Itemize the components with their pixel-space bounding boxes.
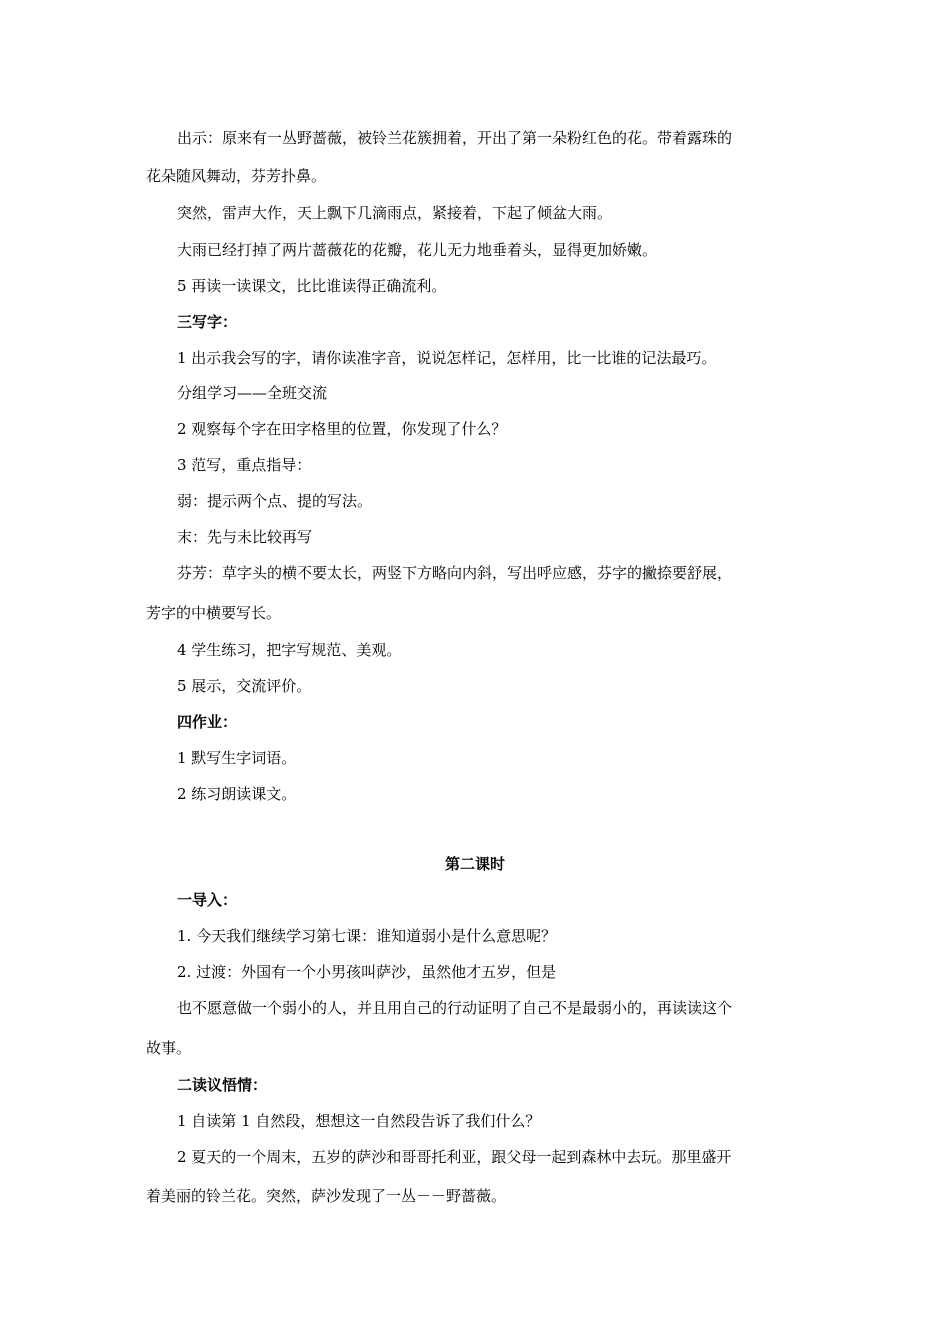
paragraph-line: 出示：原来有一丛野蔷薇，被铃兰花簇拥着，开出了第一朵粉红色的花。带着露珠的: [177, 129, 733, 147]
paragraph-line: 2 练习朗读课文。: [177, 785, 297, 803]
paragraph-line: 故事。: [146, 1039, 192, 1057]
paragraph-line: 5 再读一读课文，比比谁读得正确流利。: [177, 277, 447, 295]
paragraph-line: 芬芳：草字头的横不要太长，两竖下方略向内斜，写出呼应感，芬字的撇捺要舒展，: [177, 564, 733, 582]
paragraph-line: 1. 今天我们继续学习第七课：谁知道弱小是什么意思呢？: [177, 927, 557, 945]
paragraph-line: 着美丽的铃兰花。突然，萨沙发现了一丛－－野蔷薇。: [146, 1187, 507, 1205]
paragraph-line: 1 自读第 1 自然段，想想这一自然段告诉了我们什么？: [177, 1112, 541, 1130]
paragraph-line: 分组学习——全班交流: [177, 384, 328, 402]
paragraph-line: 4 学生练习，把字写规范、美观。: [177, 641, 402, 659]
section-heading: 一导入：: [177, 891, 238, 909]
paragraph-line: 5 展示，交流评价。: [177, 677, 312, 695]
paragraph-line: 2 夏天的一个周末，五岁的萨沙和哥哥托利亚，跟父母一起到森林中去玩。那里盛开: [177, 1148, 732, 1166]
paragraph-line: 1 出示我会写的字，请你读准字音，说说怎样记，怎样用，比一比谁的记法最巧。: [177, 349, 717, 367]
section-heading: 三写字：: [177, 313, 238, 331]
paragraph-line: 突然，雷声大作，天上飘下几滴雨点，紧接着，下起了倾盆大雨。: [177, 204, 613, 222]
paragraph-line: 3 范写，重点指导：: [177, 456, 312, 474]
lesson-title: 第二课时: [444, 855, 505, 873]
section-heading: 二读议悟情：: [177, 1076, 268, 1094]
paragraph-line: 也不愿意做一个弱小的人，并且用自己的行动证明了自己不是最弱小的，再读读这个: [177, 999, 733, 1017]
paragraph-line: 芳字的中横要写长。: [146, 604, 282, 622]
paragraph-line: 2. 过渡：外国有一个小男孩叫萨沙，虽然他才五岁，但是: [177, 963, 557, 981]
paragraph-line: 末：先与未比较再写: [177, 528, 313, 546]
paragraph-line: 1 默写生字词语。: [177, 749, 297, 767]
section-heading: 四作业：: [177, 713, 238, 731]
paragraph-line: 2 观察每个字在田字格里的位置，你发现了什么？: [177, 420, 507, 438]
paragraph-line: 弱：提示两个点、提的写法。: [177, 492, 373, 510]
paragraph-line: 花朵随风舞动，芬芳扑鼻。: [146, 167, 327, 185]
paragraph-line: 大雨已经打掉了两片蔷薇花的花瓣，花儿无力地垂着头，显得更加娇嫩。: [177, 241, 658, 259]
